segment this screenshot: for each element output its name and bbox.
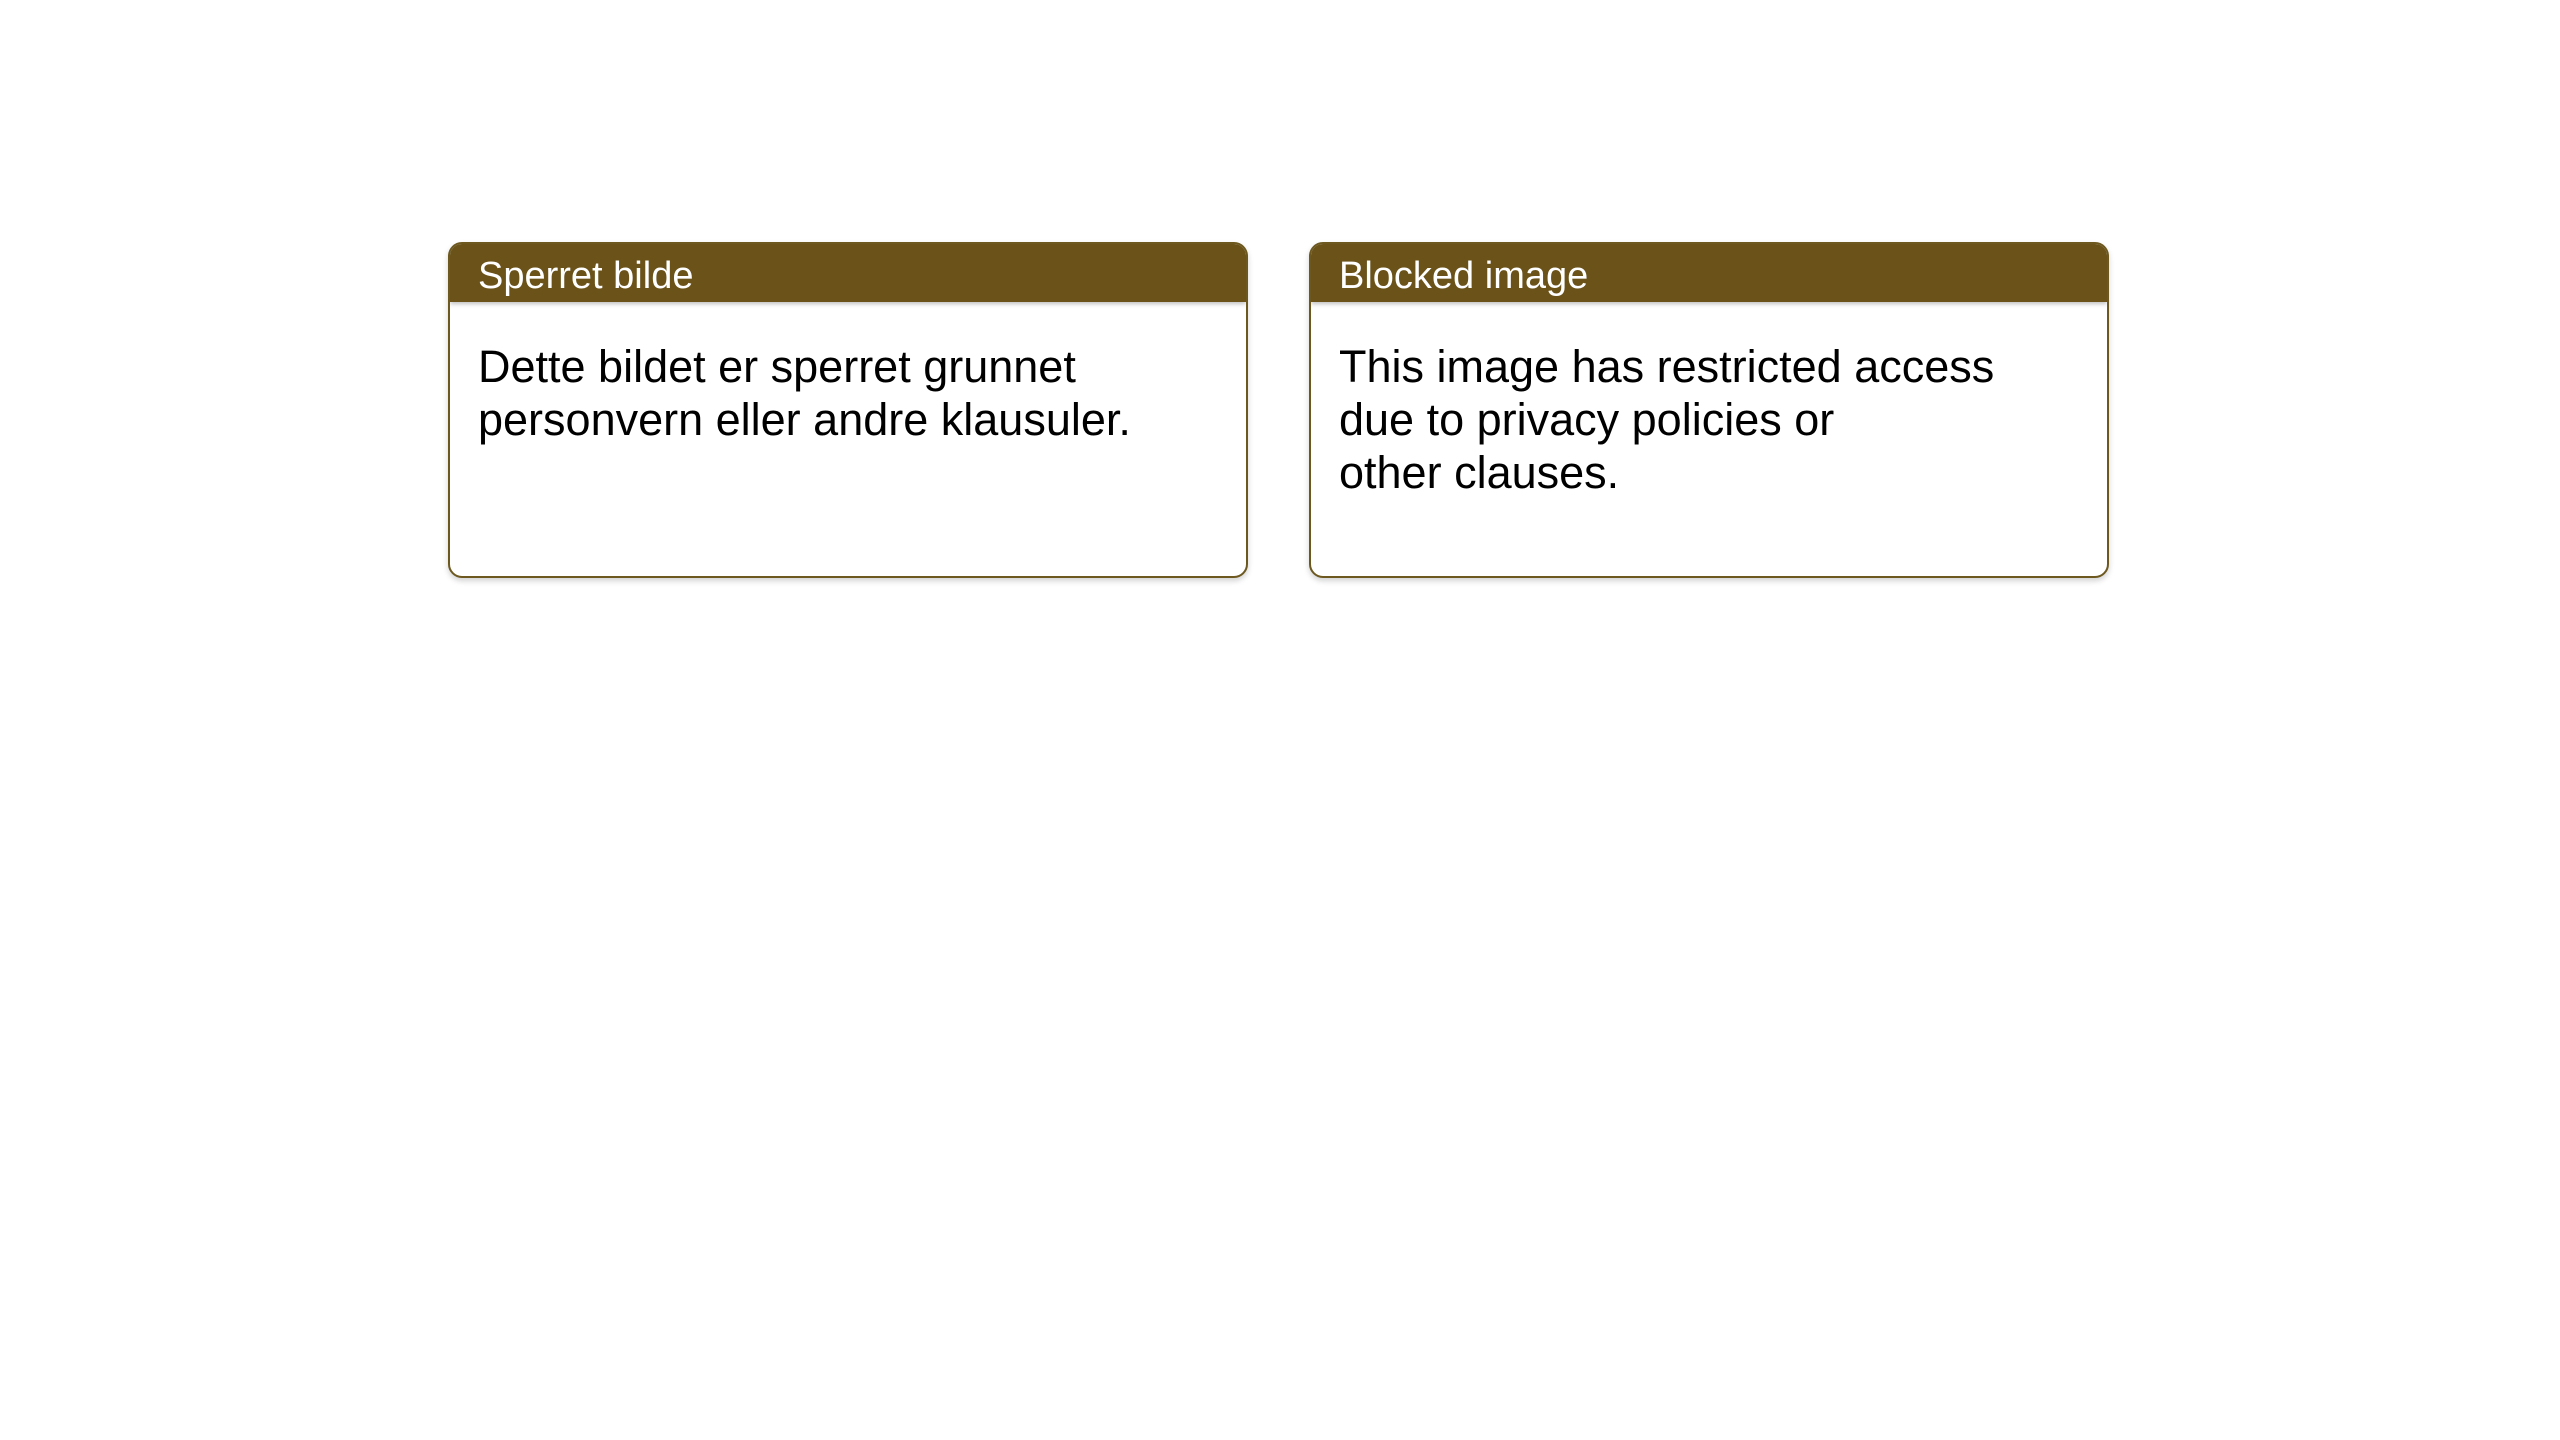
blocked-image-notice-norwegian (448, 242, 1248, 578)
notice-header-norwegian (450, 244, 1246, 302)
notice-title: Sperret bilde (478, 254, 694, 297)
notice-body-line: This image has restricted access (1339, 341, 1995, 392)
notice-body-english (1311, 302, 2107, 499)
notice-body-line: personvern eller andre klausuler. (478, 394, 1131, 445)
notice-body-norwegian (450, 302, 1246, 446)
notice-title: Blocked image (1339, 254, 1589, 297)
blocked-image-notice-english (1309, 242, 2109, 578)
notice-body-line: Dette bildet er sperret grunnet (478, 341, 1076, 392)
notice-body-line: due to privacy policies or (1339, 394, 1835, 445)
notice-body-line: other clauses. (1339, 447, 1620, 498)
notice-header-english (1311, 244, 2107, 302)
